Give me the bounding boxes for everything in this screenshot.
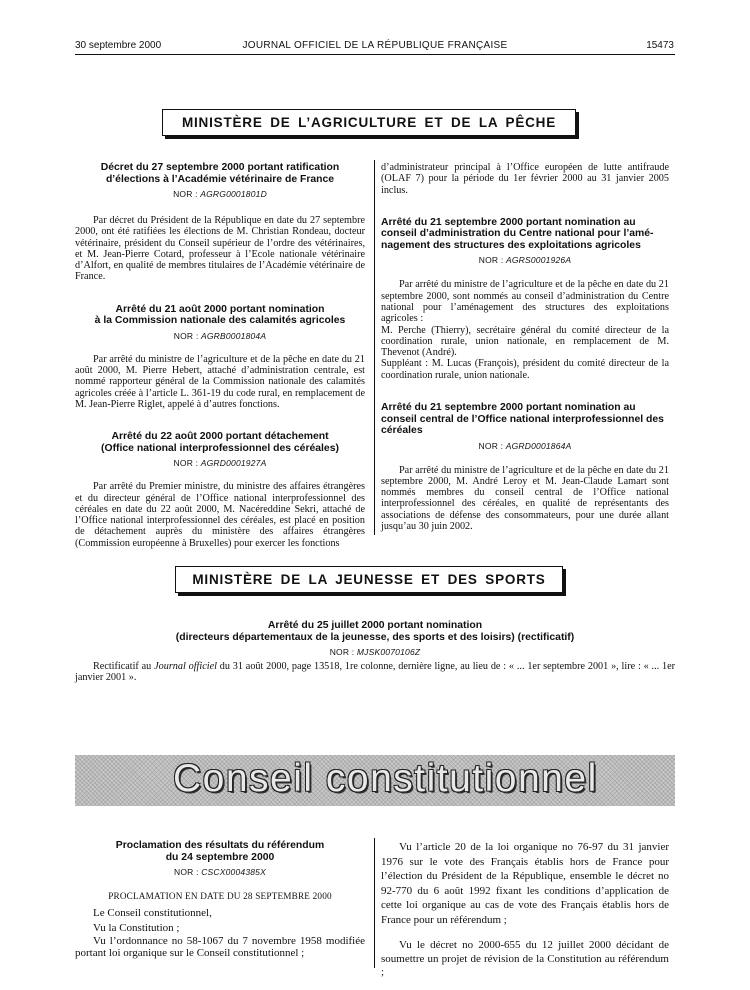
arrete-title-line: Arrêté du 21 septembre 2000 portant nomination au — [381, 216, 636, 228]
arrete-title-line: (directeurs départementaux de la jeunesse, des sports et des loisirs) (rectificatif) — [175, 631, 575, 643]
nor-code: AGRD0001927A — [200, 458, 267, 469]
paragraph: Par arrêté du ministre de l’agriculture et de la pêche en date du 21 août 2000, M. Pierre Hebert, attaché d’administration centrale, est nommé rapporteur général de la Commission nationale des calamités agricoles créée à l’article L. 361-19 du code rural, en remplacement de M. Jean-Pierre Riglet, appelé à d’autres fonctions. — [75, 353, 365, 410]
arrete-calamites-agricoles — [75, 304, 365, 410]
nor-reference — [381, 441, 669, 451]
arrete-title-line: céréales — [381, 425, 423, 437]
continuation-text — [381, 162, 669, 196]
nor-prefix: NOR : — [478, 440, 506, 451]
arrete-detachement — [75, 431, 365, 549]
arrete-title-line: Arrêté du 22 août 2000 portant détachement — [111, 431, 329, 443]
arrete-centre-national-amenagement — [381, 217, 669, 381]
nor-code: AGRG0001801D — [200, 189, 267, 199]
column-divider — [374, 838, 375, 968]
nor-code: AGRB0001804A — [200, 330, 267, 341]
rectificatif-text: du 31 août 2000, page 13518, 1re colonne, dernière ligne, au lieu de : « ... 1er septembre 2001 », lire : « ... 1er janvier 2001 ». — [75, 661, 676, 684]
nor-prefix: NOR : — [478, 255, 506, 266]
decree-title-line: d’élections à l’Académie vétérinaire de France — [105, 173, 335, 185]
nor-prefix: NOR : — [173, 189, 201, 199]
paragraph: Vu le décret no 2000-655 du 12 juillet 2000 décidant de soumettre un projet de révision de la Constitution au référendum ; — [381, 939, 669, 978]
arrete-body — [381, 465, 669, 533]
agriculture-right-column — [381, 162, 669, 532]
decree-academie-veterinaire — [75, 162, 365, 283]
arrete-title — [381, 217, 669, 252]
proclamation-title-line: Proclamation des résultats du référendum — [115, 840, 325, 851]
conseil-left-column — [75, 840, 365, 959]
nor-prefix: NOR : — [329, 647, 357, 657]
nor-reference — [75, 647, 675, 657]
nor-reference — [75, 189, 365, 199]
arrete-title-line: conseil central de l’Office national interprofessionnel des — [381, 413, 664, 425]
nor-reference — [381, 255, 669, 265]
nor-prefix: NOR : — [174, 867, 202, 877]
section-banner — [75, 755, 675, 806]
nor-reference — [75, 331, 365, 341]
arrete-body — [75, 481, 365, 549]
rectificatif-text: Rectificatif au — [93, 661, 155, 672]
header-date: 30 septembre 2000 — [75, 40, 162, 51]
section-banner-title: Conseil constitutionnel — [173, 757, 598, 800]
decree-title-line: Décret du 27 septembre 2000 portant ratification — [100, 162, 340, 173]
visas-body — [381, 840, 669, 980]
paragraph: Par décret du Président de la République en date du 27 septembre 2000, ont été ratifiées les élections de M. Christian Rondeau, docteur vétérinaire, président du Conseil supérieur de l’ordre des vétérinaires, et M. Jean-Pierre Cotard, professeur à l’Ecole nationale vétérinaire d’Alfort, en qualité de membres titulaires de l’Académie vétérinaire de France. — [75, 215, 365, 283]
agriculture-left-column — [75, 162, 365, 549]
decree-body — [75, 215, 365, 283]
proclamation-date: PROCLAMATION EN DATE DU 28 SEPTEMBRE 2000 — [108, 891, 332, 901]
arrete-title-line: nagement des structures des exploitations agricoles — [381, 239, 641, 251]
arrete-title-line: Arrêté du 21 août 2000 portant nomination — [115, 303, 325, 315]
proclamation-title — [75, 840, 365, 863]
arrete-title — [75, 304, 365, 327]
paragraph: d’administrateur principal à l’Office européen de lutte antifraude (OLAF 7) pour la période du 1er février 2000 au 31 janvier 2005 inclus. — [381, 162, 669, 196]
arrete-title-line: Arrêté du 25 juillet 2000 portant nomination — [267, 620, 483, 631]
arrete-title-line: conseil d’administration du Centre national pour l’amé- — [381, 228, 654, 240]
arrete-body — [381, 279, 669, 381]
journal-officiel-ref: Journal officiel — [154, 661, 217, 672]
nor-code: MJSK0070106Z — [356, 647, 421, 657]
paragraph: Par arrêté du ministre de l’agriculture et de la pêche en date du 21 septembre 2000, M. André Leroy et M. Jean-Claude Lamart sont nommés membres du conseil central de l’Office national interprofessionnel des céréales, en qualité de représentants des associations de défense des consommateurs, pour une durée allant jusqu’au 30 juin 2002. — [381, 464, 669, 533]
paragraph: Vu l’ordonnance no 58-1067 du 7 novembre 1958 modifiée portant loi organique sur le Conseil constitutionnel ; — [75, 935, 365, 959]
journal-title: JOURNAL OFFICIEL DE LA RÉPUBLIQUE FRANÇAISE — [242, 40, 508, 51]
proclamation-title-line: du 24 septembre 2000 — [165, 851, 275, 863]
column-divider — [374, 160, 375, 535]
nor-prefix: NOR : — [173, 458, 201, 469]
arrete-title — [381, 402, 669, 437]
header-rule — [75, 54, 675, 55]
conseil-right-column — [381, 840, 669, 980]
nor-prefix: NOR : — [173, 330, 201, 341]
arrete-title-line: à la Commission nationale des calamités agricoles — [94, 315, 346, 327]
nor-reference — [75, 867, 365, 877]
ministry-heading-agriculture: MINISTÈRE DE L’AGRICULTURE ET DE LA PÊCHE — [162, 109, 576, 136]
arrete-directeurs-departementaux — [75, 620, 675, 684]
nor-code: CSCX0004385X — [201, 867, 266, 877]
arrete-title — [75, 431, 365, 454]
nor-code: AGRD0001864A — [505, 440, 572, 451]
arrete-title-line: Arrêté du 21 septembre 2000 portant nomination au — [381, 402, 636, 414]
arrete-onic-conseil-central — [381, 402, 669, 532]
nor-reference — [75, 458, 365, 468]
paragraph: Vu la Constitution ; — [93, 921, 180, 934]
proclamation-body — [75, 906, 365, 959]
rectificatif-body — [75, 661, 675, 684]
paragraph: Suppléant : M. Lucas (François), président du comité directeur de la coordination rurale, union nationale. — [381, 358, 669, 381]
paragraph: Vu l’article 20 de la loi organique no 76-97 du 31 janvier 1976 sur le vote des Français établis hors de France pour l’élection du Président de la République, ensemble le décret no 92-770 du 6 août 1992 fixant les conditions d’application de cette loi organique au cas de vote des Français établis hors de France pour un référendum ; — [381, 841, 669, 926]
page-number: 15473 — [646, 40, 674, 51]
arrete-body — [75, 354, 365, 410]
decree-title — [75, 162, 365, 185]
paragraph: Par arrêté du Premier ministre, du ministre des affaires étrangères et du directeur général de l’Office national interprofessionnel des céréales en date du 22 août 2000, M. Nacéreddine Sekri, attaché de l’Office national interprofessionnel des céréales, est placé en position de détachement auprès du ministère des affaires étrangères (Commission européenne à Bruxelles) pour exercer les fonctions — [75, 481, 365, 549]
arrete-title — [75, 620, 675, 643]
paragraph: Le Conseil constitutionnel, — [93, 907, 212, 919]
nor-code: AGRS0001926A — [505, 255, 572, 266]
arrete-title-line: (Office national interprofessionnel des céréales) — [101, 442, 339, 454]
paragraph: Par arrêté du ministre de l’agriculture et de la pêche en date du 21 septembre 2000, sont nommés au conseil d’administration du Centre national pour l’aménagement des structures des exploitations agricoles : — [381, 279, 669, 325]
ministry-heading-jeunesse: MINISTÈRE DE LA JEUNESSE ET DES SPORTS — [175, 566, 563, 593]
paragraph: M. Perche (Thierry), secrétaire général du comité directeur de la coordination rurale, union nationale, en remplacement de M. Thevenot (André). — [381, 324, 669, 359]
